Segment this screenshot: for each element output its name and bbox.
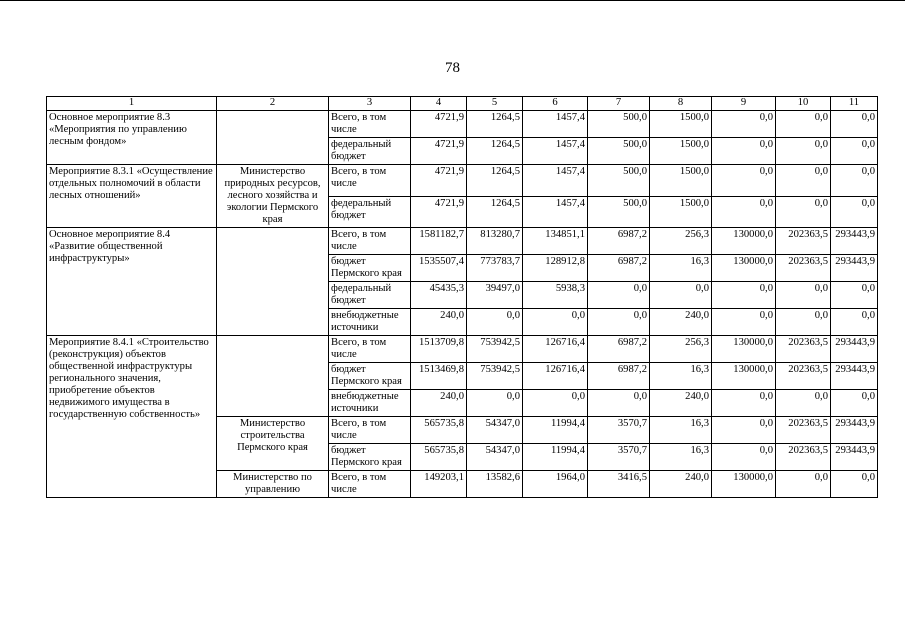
funding-source: бюджет Пермского края bbox=[329, 363, 411, 390]
amount-cell: 0,0 bbox=[712, 196, 776, 228]
column-header: 10 bbox=[776, 97, 831, 111]
amount-cell: 134851,1 bbox=[523, 228, 588, 255]
amount-cell: 0,0 bbox=[776, 471, 831, 498]
amount-cell: 240,0 bbox=[411, 390, 467, 417]
amount-cell: 1500,0 bbox=[650, 138, 712, 165]
amount-cell: 293443,9 bbox=[831, 444, 878, 471]
amount-cell: 0,0 bbox=[588, 390, 650, 417]
amount-cell: 1513469,8 bbox=[411, 363, 467, 390]
amount-cell: 1500,0 bbox=[650, 165, 712, 197]
amount-cell: 813280,7 bbox=[467, 228, 523, 255]
amount-cell: 1457,4 bbox=[523, 196, 588, 228]
funding-source: федеральный бюджет bbox=[329, 282, 411, 309]
budget-table bbox=[46, 96, 878, 498]
amount-cell: 0,0 bbox=[712, 111, 776, 138]
amount-cell: 202363,5 bbox=[776, 444, 831, 471]
amount-cell: 0,0 bbox=[776, 196, 831, 228]
amount-cell: 500,0 bbox=[588, 196, 650, 228]
amount-cell: 500,0 bbox=[588, 138, 650, 165]
amount-cell: 1581182,7 bbox=[411, 228, 467, 255]
amount-cell: 6987,2 bbox=[588, 255, 650, 282]
amount-cell: 4721,9 bbox=[411, 138, 467, 165]
amount-cell: 0,0 bbox=[712, 138, 776, 165]
amount-cell: 0,0 bbox=[776, 390, 831, 417]
amount-cell: 202363,5 bbox=[776, 417, 831, 444]
amount-cell: 16,3 bbox=[650, 417, 712, 444]
amount-cell: 130000,0 bbox=[712, 336, 776, 363]
amount-cell: 0,0 bbox=[776, 111, 831, 138]
column-header: 6 bbox=[523, 97, 588, 111]
column-header: 7 bbox=[588, 97, 650, 111]
amount-cell: 0,0 bbox=[776, 282, 831, 309]
amount-cell: 293443,9 bbox=[831, 363, 878, 390]
amount-cell: 45435,3 bbox=[411, 282, 467, 309]
amount-cell: 0,0 bbox=[712, 282, 776, 309]
amount-cell: 565735,8 bbox=[411, 444, 467, 471]
executor-name: Министерство строительства Пермского края bbox=[217, 417, 329, 471]
amount-cell: 1500,0 bbox=[650, 196, 712, 228]
amount-cell: 3570,7 bbox=[588, 417, 650, 444]
amount-cell: 126716,4 bbox=[523, 363, 588, 390]
funding-source: Всего, в том числе bbox=[329, 417, 411, 444]
amount-cell: 0,0 bbox=[831, 111, 878, 138]
amount-cell: 753942,5 bbox=[467, 336, 523, 363]
amount-cell: 1513709,8 bbox=[411, 336, 467, 363]
funding-source: Всего, в том числе bbox=[329, 471, 411, 498]
table-row bbox=[47, 336, 878, 363]
amount-cell: 13582,6 bbox=[467, 471, 523, 498]
amount-cell: 11994,4 bbox=[523, 444, 588, 471]
amount-cell: 4721,9 bbox=[411, 111, 467, 138]
amount-cell: 6987,2 bbox=[588, 363, 650, 390]
amount-cell: 3416,5 bbox=[588, 471, 650, 498]
funding-source: Всего, в том числе bbox=[329, 165, 411, 197]
amount-cell: 3570,7 bbox=[588, 444, 650, 471]
executor-name bbox=[217, 336, 329, 417]
amount-cell: 16,3 bbox=[650, 255, 712, 282]
amount-cell: 54347,0 bbox=[467, 417, 523, 444]
amount-cell: 0,0 bbox=[712, 165, 776, 197]
amount-cell: 4721,9 bbox=[411, 196, 467, 228]
amount-cell: 1264,5 bbox=[467, 196, 523, 228]
amount-cell: 240,0 bbox=[411, 309, 467, 336]
funding-source: Всего, в том числе bbox=[329, 111, 411, 138]
activity-name: Основное мероприятие 8.3 «Мероприятия по управлению лесным фондом» bbox=[47, 111, 217, 165]
amount-cell: 0,0 bbox=[776, 138, 831, 165]
amount-cell: 16,3 bbox=[650, 444, 712, 471]
amount-cell: 256,3 bbox=[650, 336, 712, 363]
amount-cell: 6987,2 bbox=[588, 336, 650, 363]
table-row bbox=[47, 165, 878, 197]
activity-name: Мероприятие 8.3.1 «Осуществление отдельных полномочий в области лесных отношений» bbox=[47, 165, 217, 228]
amount-cell: 1264,5 bbox=[467, 111, 523, 138]
amount-cell: 1457,4 bbox=[523, 138, 588, 165]
amount-cell: 126716,4 bbox=[523, 336, 588, 363]
amount-cell: 0,0 bbox=[588, 282, 650, 309]
amount-cell: 293443,9 bbox=[831, 255, 878, 282]
executor-name bbox=[217, 228, 329, 336]
column-header: 8 bbox=[650, 97, 712, 111]
amount-cell: 11994,4 bbox=[523, 417, 588, 444]
amount-cell: 0,0 bbox=[712, 444, 776, 471]
amount-cell: 6987,2 bbox=[588, 228, 650, 255]
activity-name: Основное мероприятие 8.4 «Развитие общественной инфраструктуры» bbox=[47, 228, 217, 336]
amount-cell: 753942,5 bbox=[467, 363, 523, 390]
column-header: 2 bbox=[217, 97, 329, 111]
amount-cell: 240,0 bbox=[650, 390, 712, 417]
page-number: 78 bbox=[445, 60, 460, 76]
page-top-edge bbox=[0, 0, 905, 1]
amount-cell: 293443,9 bbox=[831, 336, 878, 363]
amount-cell: 130000,0 bbox=[712, 471, 776, 498]
column-header: 5 bbox=[467, 97, 523, 111]
table-row bbox=[47, 228, 878, 255]
amount-cell: 5938,3 bbox=[523, 282, 588, 309]
amount-cell: 39497,0 bbox=[467, 282, 523, 309]
amount-cell: 0,0 bbox=[588, 309, 650, 336]
funding-source: Всего, в том числе bbox=[329, 336, 411, 363]
amount-cell: 0,0 bbox=[712, 390, 776, 417]
funding-source: федеральный бюджет bbox=[329, 138, 411, 165]
executor-name bbox=[217, 111, 329, 165]
amount-cell: 130000,0 bbox=[712, 228, 776, 255]
amount-cell: 500,0 bbox=[588, 165, 650, 197]
table-row bbox=[47, 111, 878, 138]
amount-cell: 202363,5 bbox=[776, 255, 831, 282]
column-number-row bbox=[47, 97, 878, 111]
funding-source: федеральный бюджет bbox=[329, 196, 411, 228]
amount-cell: 773783,7 bbox=[467, 255, 523, 282]
column-header: 4 bbox=[411, 97, 467, 111]
amount-cell: 500,0 bbox=[588, 111, 650, 138]
amount-cell: 0,0 bbox=[831, 282, 878, 309]
amount-cell: 240,0 bbox=[650, 309, 712, 336]
amount-cell: 0,0 bbox=[831, 390, 878, 417]
amount-cell: 1264,5 bbox=[467, 165, 523, 197]
amount-cell: 16,3 bbox=[650, 363, 712, 390]
table-body bbox=[47, 111, 878, 498]
funding-source: бюджет Пермского края bbox=[329, 444, 411, 471]
funding-source: внебюджетные источники bbox=[329, 390, 411, 417]
amount-cell: 1964,0 bbox=[523, 471, 588, 498]
executor-name: Министерство по управлению bbox=[217, 471, 329, 498]
amount-cell: 1457,4 bbox=[523, 165, 588, 197]
amount-cell: 240,0 bbox=[650, 471, 712, 498]
amount-cell: 128912,8 bbox=[523, 255, 588, 282]
amount-cell: 0,0 bbox=[712, 417, 776, 444]
amount-cell: 202363,5 bbox=[776, 228, 831, 255]
amount-cell: 0,0 bbox=[831, 196, 878, 228]
column-header: 11 bbox=[831, 97, 878, 111]
amount-cell: 0,0 bbox=[467, 309, 523, 336]
column-header: 3 bbox=[329, 97, 411, 111]
amount-cell: 565735,8 bbox=[411, 417, 467, 444]
amount-cell: 130000,0 bbox=[712, 363, 776, 390]
amount-cell: 0,0 bbox=[523, 390, 588, 417]
amount-cell: 0,0 bbox=[831, 165, 878, 197]
amount-cell: 202363,5 bbox=[776, 363, 831, 390]
column-header: 9 bbox=[712, 97, 776, 111]
funding-source: бюджет Пермского края bbox=[329, 255, 411, 282]
column-header: 1 bbox=[47, 97, 217, 111]
funding-source: внебюджетные источники bbox=[329, 309, 411, 336]
amount-cell: 0,0 bbox=[712, 309, 776, 336]
amount-cell: 0,0 bbox=[831, 138, 878, 165]
amount-cell: 0,0 bbox=[650, 282, 712, 309]
amount-cell: 293443,9 bbox=[831, 417, 878, 444]
amount-cell: 1457,4 bbox=[523, 111, 588, 138]
amount-cell: 149203,1 bbox=[411, 471, 467, 498]
amount-cell: 130000,0 bbox=[712, 255, 776, 282]
amount-cell: 256,3 bbox=[650, 228, 712, 255]
amount-cell: 0,0 bbox=[776, 165, 831, 197]
amount-cell: 0,0 bbox=[523, 309, 588, 336]
executor-name: Министерство природных ресурсов, лесного хозяйства и экологии Пермского края bbox=[217, 165, 329, 228]
amount-cell: 293443,9 bbox=[831, 228, 878, 255]
amount-cell: 1535507,4 bbox=[411, 255, 467, 282]
amount-cell: 1264,5 bbox=[467, 138, 523, 165]
amount-cell: 202363,5 bbox=[776, 336, 831, 363]
funding-source: Всего, в том числе bbox=[329, 228, 411, 255]
amount-cell: 0,0 bbox=[776, 309, 831, 336]
amount-cell: 1500,0 bbox=[650, 111, 712, 138]
amount-cell: 0,0 bbox=[467, 390, 523, 417]
activity-name: Мероприятие 8.4.1 «Строительство (реконструкция) объектов общественной инфраструктуры регионального значения, приобретение объектов недвижимого имущества в государственную собственность» bbox=[47, 336, 217, 498]
amount-cell: 54347,0 bbox=[467, 444, 523, 471]
amount-cell: 4721,9 bbox=[411, 165, 467, 197]
amount-cell: 0,0 bbox=[831, 471, 878, 498]
amount-cell: 0,0 bbox=[831, 309, 878, 336]
